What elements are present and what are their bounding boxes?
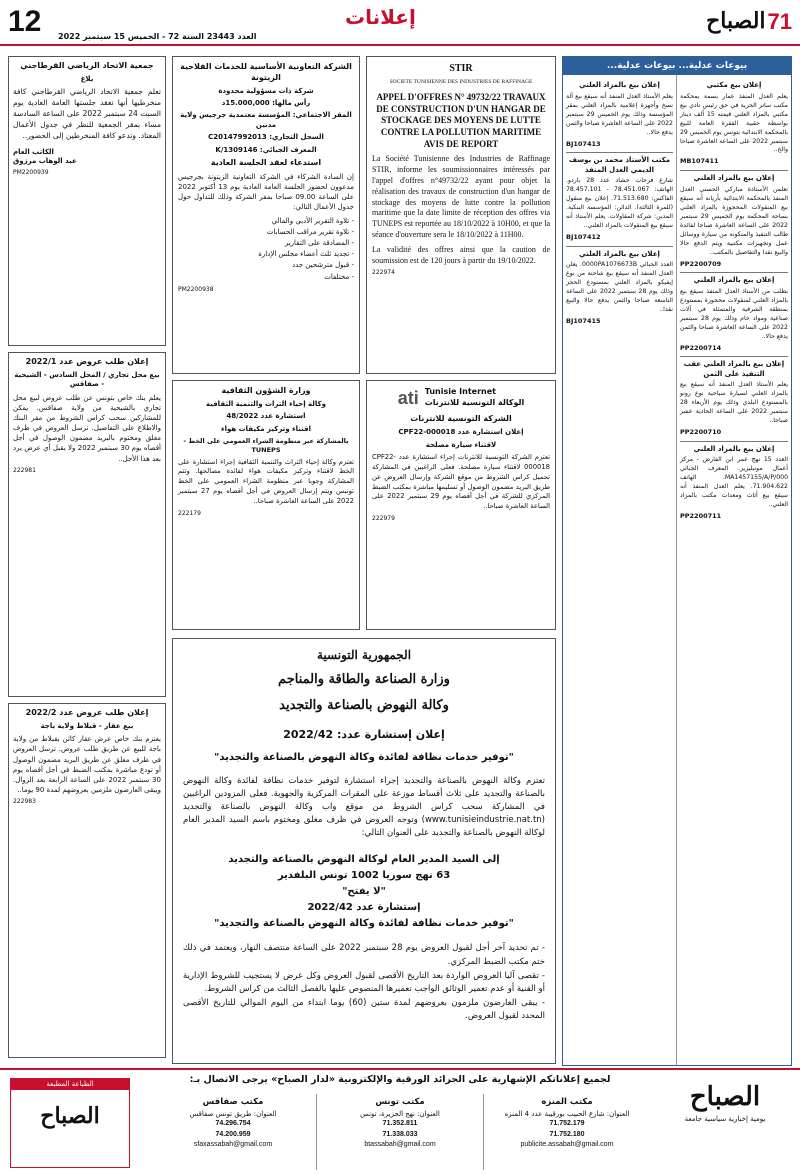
office-item: مكتب تونس العنوان: نهج الجزيرة، تونس 71.352.811 71.338.033 btassabah@gmail.com xyxy=(316,1094,483,1170)
culture-notice: وزارة الشؤون الثقافية وكالة إحياء التراث والتنمية الثقافية استشارة عدد 48/2022 اقتناء وتركيز مكيفات هواء بالمشاركة عبر منظومة الشراء العمومي على الخط - TUNEPS تعتزم وكالة إحياء التراث والتنمية الثقافية إجراء استشارة على الخط لاقتناء وتركيز مكيفات هواء لفائدة مصالحها. وتتم المشاركة وجوبا عبر منظومة الشراء العمومي على الخط تونبس ويتم إرسال العروض في أجل أقصاه يوم 27 سبتمبر 2022 على الساعة العاشرة صباحا.. 222179 xyxy=(172,380,360,630)
ati-title: الشركة التونسية للانترنات xyxy=(410,414,512,424)
consultation-terms: - تم تحديد آخر أجل لقبول العروض يوم 28 سبتمبر 2022 على الساعة منتصف النهار، ويعتمد في ذلك ختم مكتب الضبط المركزي. - تقصى آليا العروض الواردة بعد التاريخ الأقصى لقبول العروض وكل عرض لا يستجيب للشروط الإدارية أو الفنية أو عدم تعمير الوثائق الواجب تعميرها المنصوص عليها بالفصل الثالث من كراس الشروط. - يبقى العارضون ملزمون بعروضهم لمدة ستين (60) يوما ابتداء من اليوم الموالي للتاريخ الأقصى المحدد لقبول العروض. xyxy=(183,942,545,1024)
coop-code: PM2200938 xyxy=(178,285,214,293)
tender-2-notice: إعلان طلب عروض عدد 2022/2 بيع عقار - قبلاط ولاية باجة يعتزم بنك خاص عرض عقار كائن بقبلاط من ولاية باجة للبيع عن طريق طلب عروض. ترسل العروض في ظرف مغلق عن طريق البريد مضمون الوصول أو تودع مباشرة بمكتب الضبط في أجل أقصاه يوم 30 سبتمبر 2022 على الساعة الرابعة بعد الزوال. ويبقى العارضون ملزمين بعروضهم لمدة 90 يوما.. 222983 xyxy=(8,703,166,1058)
ministry-notice xyxy=(172,638,556,1064)
notice-item: إعلان بيع بالمزاد العلني بطلب من الأستاذ العدل المنفذ سيقع بيع بالمزاد العلني لمنقولات محجوزة بمستودع بمنطقة الشرقية والمتمثلة في آلات صناعية ومواد خام وذلك يوم 28 سبتمبر 2022 على الساعة العاشرة صباحا والثمن يدفع حالا.. PP2200714 xyxy=(680,276,789,352)
coop-agenda: - تلاوة التقرير الأدبي والمالي - تلاوة تقرير مراقب الحسابات - المصادقة على التقارير - تجديد ثلث أعضاء مجلس الإدارة - قبول مترشحين جدد - مختلفات xyxy=(178,216,354,283)
notice-item: إعلان بيع بالمزاد العلني العدد 15 نهج عمر ابن الفارض - مركز أعمال مونبليزير. المعرف الجبائي MA1457155/A/P/000. الهاتف 71.904.622. يعلم العدل المنفذ أنه سيقع بيع أثاث ومعدات مكتب بالمزاد العلني.. PP2200711 xyxy=(680,444,788,521)
stir-body: La Société Tunisienne des Industries de Raffinage STIR, informe les soumissionnaires intéressés par l'appel d'offres n°49732/22 ayant pour objet la réalisation des travaux de construction d'un hangar de stockage des moyens de lutte contre la pollution maritime que la date limite de réception des offres via TUNEPS est reportée au 18/10/2022 à 10H00, et que la séance d'ouverture sera le 18/10/2022 à 11H00. xyxy=(372,154,550,239)
newspaper-logo[interactable] xyxy=(662,2,792,42)
logo-number: 71 xyxy=(767,9,792,35)
stir-logo: STIR xyxy=(449,63,473,74)
page-footer xyxy=(0,1068,800,1174)
association-notice: جمعية الاتحاد الرياضي القرطاجني بلاغ تعلم جمعية الاتحاد الرياضي القرطاجني كافة منخرطيها أنها تعقد جلستها العامة العادية يوم السبت 24 سبتمبر 2022 على الساعة السادسة مساء بمقر الجمعية للنظر في جدول الأعمال المعتاد. وتدعو كافة المنخرطين إلى الحضور.. الكاتب العام عبد الوهاب مرزوق PM2200939 xyxy=(8,56,166,346)
judicial-sales-column xyxy=(562,56,792,1066)
offices-list xyxy=(150,1094,650,1170)
republic-title: الجمهورية التونسية xyxy=(316,648,412,662)
notice-item: إعلان بيع بالمزاد العلني العدد الجبائي 0000PA1076673B. يعلن العدل المنفذ أنه سيقع بيع شاحنة من نوع إيفيكو بالمزاد العلني بمستودع الحجز وذلك يوم 28 سبتمبر 2022 على الساعة التاسعة صباحا والثمن يدفع حالا والبيع نقدا.. BJ107415 xyxy=(566,249,674,326)
culture-title: وزارة الشؤون الثقافية xyxy=(221,386,311,395)
tender-1-notice: إعلان طلب عروض عدد 2022/1 بيع محل تجاري / المحل السادس - الشيحية - صفاقس يعلم بنك خاص بتونس عن طلب عروض لبيع محل تجاري بالشيحية من ولاية صفاقس. يمكن للمشاركين سحب كراس الشروط من مقر البنك والاطلاع على التفاصيل. ترسل العروض في ظرف مغلق ومختوم بالبريد مضمون الوصول في أجل أقصاه يوم 30 سبتمبر 2022 ولا يقبل أي عرض يرد بعد هذا الأجل.. 222981 xyxy=(8,352,166,697)
notice-item: إعلان بيع بالمزاد العلني عقب التنفيذ على الثمن يعلم الأستاذ العدل المنفذ أنه سيقع بيع بالمزاد العلني لسيارة سياحية نوع رونو بالمستودع البلدي وذلك يوم الأربعاء 28 سبتمبر 2022 على الساعة الحادية عشر صباحا.. PP2200710 xyxy=(680,360,788,437)
footer-banner: لجميع إعلاناتكم الإشهارية على الجرائد الورقية والإلكترونية «لدار الصباح» يرجى الاتصال بـ: xyxy=(189,1074,611,1085)
office-item: مكتب المنزه العنوان: شارع الحبيب بورقيبة عدد 4 المنزه 71.752.179 71.752.180 publicite.assabah@gmail.com xyxy=(483,1094,650,1170)
judicial-sales-title: بيوعات عدلية... بيوعات عدلية... xyxy=(563,57,791,75)
notice-item: إعلان بيع بالمزاد العلني تعلمن الأستاذة مباركي الحسني العدل المنفذ بالمحكمة الابتدائية بأريانة أنه سيقع بيع المنقولات المحجوزة بالمزاد العلني بساحة المحكمة يوم الخميس 29 سبتمبر 2022 على الساعة العاشرة صباحا لفائدة طالب التنفيذ والمتكونة من سيارة ووسائل عمل وتجهيزات مكتبية ويتم الدفع حالا والبيع نقدا والتفاصيل بالمكتب.. PP2200709 xyxy=(680,174,788,268)
notice-item: إعلان بيع بالمزاد العلني يعلم الأستاذ العدل المنفذ أنه سيقع بيع آلة نسخ وأجهزة إعلامية بالمزاد العلني بمقر المؤسسة وذلك يوم الخميس 29 سبتمبر 2022 على الساعة العاشرة صباحا والثمن يدفع حالا.. BJ107413 xyxy=(566,81,674,148)
consultation-address: إلى السيد المدير العام لوكالة النهوض بالصناعة والتجديد 63 نهج سوريا 1002 تونس البلفدير "لا يفتح" إستشارة عدد 2022/42 "توفير خدمات نظافة لفائدة وكالة النهوض بالصناعة والتجديد" xyxy=(214,854,514,930)
notice-item: مكتب الأستاذ محمد بن يوسف الديمي العدل المنفذ شارع فرحات حشاد عدد 28 باردو. الهاتف: 78.451.067 - 78.457.101 الفاكس: 71.513.680. إعلان بيع منقول (للمرة الثالثة). الدائن: المؤسسة البنكية. المدين: شركة المقاولات. يعلم الأستاذ أنه سيقع بيع المنقولات بالمزاد العلني.. BJ107412 xyxy=(566,156,673,242)
logo-word: الصباح xyxy=(706,8,766,35)
office-item: مكتب صفاقس العنوان: طريق تونس صفاقس 74.296.754 74.200.959 sfaxassabah@gmail.com xyxy=(189,1097,277,1149)
stir-notice xyxy=(366,56,556,374)
consultation-body: تعتزم وكالة النهوض بالصناعة والتجديد إجراء استشارة لتوفير خدمات نظافة لفائدة وكالة النهوض بالصناعة والتجديد على ثلاث أقساط موزعة على المقرات المركزية والجهوية. فعلى المزودين الراغبين في المشاركة سحب كراس الشروط من موقع واب وكالة النهوض بالصناعة والتجديد (www.tunisieindustrie.nat.tn) وتوجه العروض في ظرف مغلق ومختوم باسم السيد المدير العام لوكالة النهوض بالصناعة والتجديد على العنوان التالي: xyxy=(183,775,545,839)
print-logo: الطباعة المطبعة الصباح xyxy=(10,1078,130,1168)
consultation-subject: "توفير خدمات نظافة لفائدة وكالة النهوض بالصناعة والتجديد" xyxy=(214,752,514,764)
stir-title: APPEL D'OFFRES N° 49732/22 TRAVAUX DE CONSTRUCTION D'UN HANGAR DE STOCKAGE DES MOYENS DE LUTTE CONTRE LA POLLUTION MARITIME AVIS DE REPORT xyxy=(376,91,546,149)
consultation-number: إعلان إستشارة عدد: 2022/42 xyxy=(283,728,445,742)
judicial-sales-subcol-a xyxy=(677,75,791,1065)
issue-line: العدد 23443 السنة 72 - الخميس 15 سبتمبر 2022 xyxy=(58,32,257,41)
ministry-name: وزارة الصناعة والطاقة والمناجم xyxy=(278,672,450,688)
notice-item: إعلان بيع مكتبي يعلم العدل المنفذ عمار بسمة بمحكمة مكتب ساتر الحرية في حق رئيس نادي بيع مكتبي بالمزاد العلني قيمته 15 ألف دينار بواسطة حقيبة الفقرة العامة للبيع بالمحكمة الابتدائية بتونس يوم الخميس 29 سبتمبر 2022 على الساعة العاشرة صباحا والخ.. MB107411 xyxy=(680,81,788,166)
left-column xyxy=(8,56,166,1066)
footer-logo: الصباح يومية إخبارية سياسية جامعة xyxy=(684,1082,766,1124)
section-title: إعلانات xyxy=(345,5,416,29)
page-header xyxy=(0,0,800,46)
ati-notice: ati Tunisie Internet الوكالة التونسية للانترنات الشركة التونسية للانترنات إعلان استشارة عدد CPF22-000018 لاقتناء سيارة مصلحة تعتزم الشركة التونسية للانترنات إجراء استشارة عدد CPF22-000018 لاقتناء سيارة مصلحة. فعلى الراغبين في المشاركة تحميل كراس الشروط من موقع الشركة وإرسال العروض عن طريق البريد مضمون الوصول أو تسليمها مباشرة بمكتب الضبط المركزي للشركة في أجل أقصاه يوم 29 سبتمبر 2022 على الساعة العاشرة صباحا.. 222979 xyxy=(366,380,556,630)
coop-notice: الشركة التعاونية الأساسية للخدمات الفلاحية الزيتونة شركة ذات مسؤولية محدودة رأس مالها: 15.000,000د المقر الاجتماعي: المؤسسة معتمدية جرجيس ولاية مدنين السجل التجاري: C20147992013 المعرف الجبائي: 1309146/K استدعاء لعقد الجلسة العادية إن السادة الشركاء في الشركة التعاونية الزيتونة بجرجيس مدعوون لحضور الجلسة العامة العادية يوم 13 أكتوبر 2022 على الساعة 09.00 صباحا بمقر الشركة وذلك للتداول حول جدول الأعمال التالي: - تلاوة التقرير الأدبي والمالي - تلاوة تقرير مراقب الحسابات - المصادقة على التقارير - تجديد ثلث أعضاء مجلس الإدارة - قبول مترشحين جدد - مختلفات PM2200938 xyxy=(172,56,360,374)
stir-code: 222974 xyxy=(372,269,395,277)
ati-logo: ati Tunisie Internet الوكالة التونسية للانترنات xyxy=(397,387,525,408)
judicial-sales-subcol-b xyxy=(563,75,677,1065)
agency-name: وكالة النهوض بالصناعة والتجديد xyxy=(279,697,449,713)
middle-area xyxy=(172,56,556,1066)
stir-logo-caption: SOCIETE TUNISIENNE DES INDUSTRIES DE RAFFINAGE xyxy=(389,78,533,85)
stir-body-2: La validité des offres ainsi que la caution de soumission est de 120 jours à partir du 19/10/2022. xyxy=(372,244,550,265)
coop-title: الشركة التعاونية الأساسية للخدمات الفلاحية الزيتونة xyxy=(180,62,352,82)
page-number: 12 xyxy=(8,5,42,38)
